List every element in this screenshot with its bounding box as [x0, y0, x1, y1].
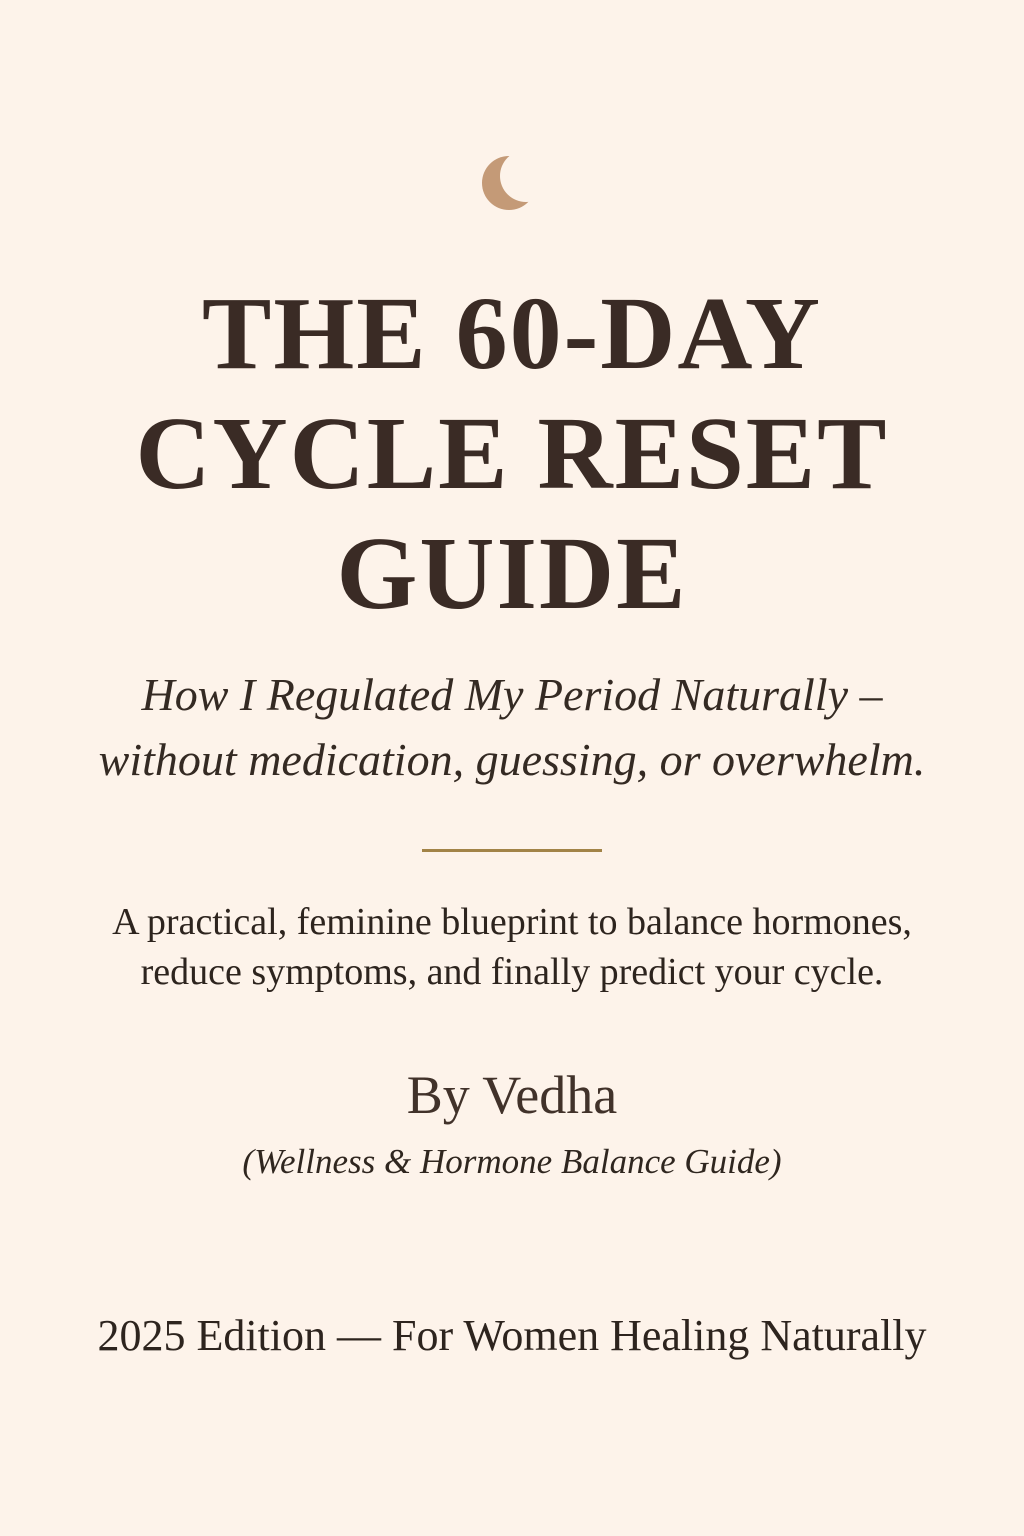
subtitle-line-2: without medication, guessing, or overwhelm.: [98, 734, 926, 785]
title-line-2: CYCLE RESET: [135, 396, 889, 511]
title-line-1: THE 60-DAY: [201, 276, 823, 391]
description-line-1: A practical, feminine blueprint to balance hormones,: [112, 901, 912, 943]
author-byline: By Vedha: [406, 1065, 618, 1125]
author-role: (Wellness & Hormone Balance Guide): [242, 1142, 782, 1181]
description: [0, 897, 1024, 997]
title-line-3: GUIDE: [336, 516, 688, 631]
page-title: [0, 274, 1024, 634]
divider-rule: [422, 849, 602, 852]
crescent-moon-icon: [0, 143, 1024, 219]
description-line-2: reduce symptoms, and finally predict your cycle.: [140, 951, 884, 993]
subtitle: [0, 662, 1024, 792]
subtitle-line-1: How I Regulated My Period Naturally –: [141, 669, 883, 720]
edition-note: 2025 Edition — For Women Healing Naturally: [97, 1311, 927, 1360]
